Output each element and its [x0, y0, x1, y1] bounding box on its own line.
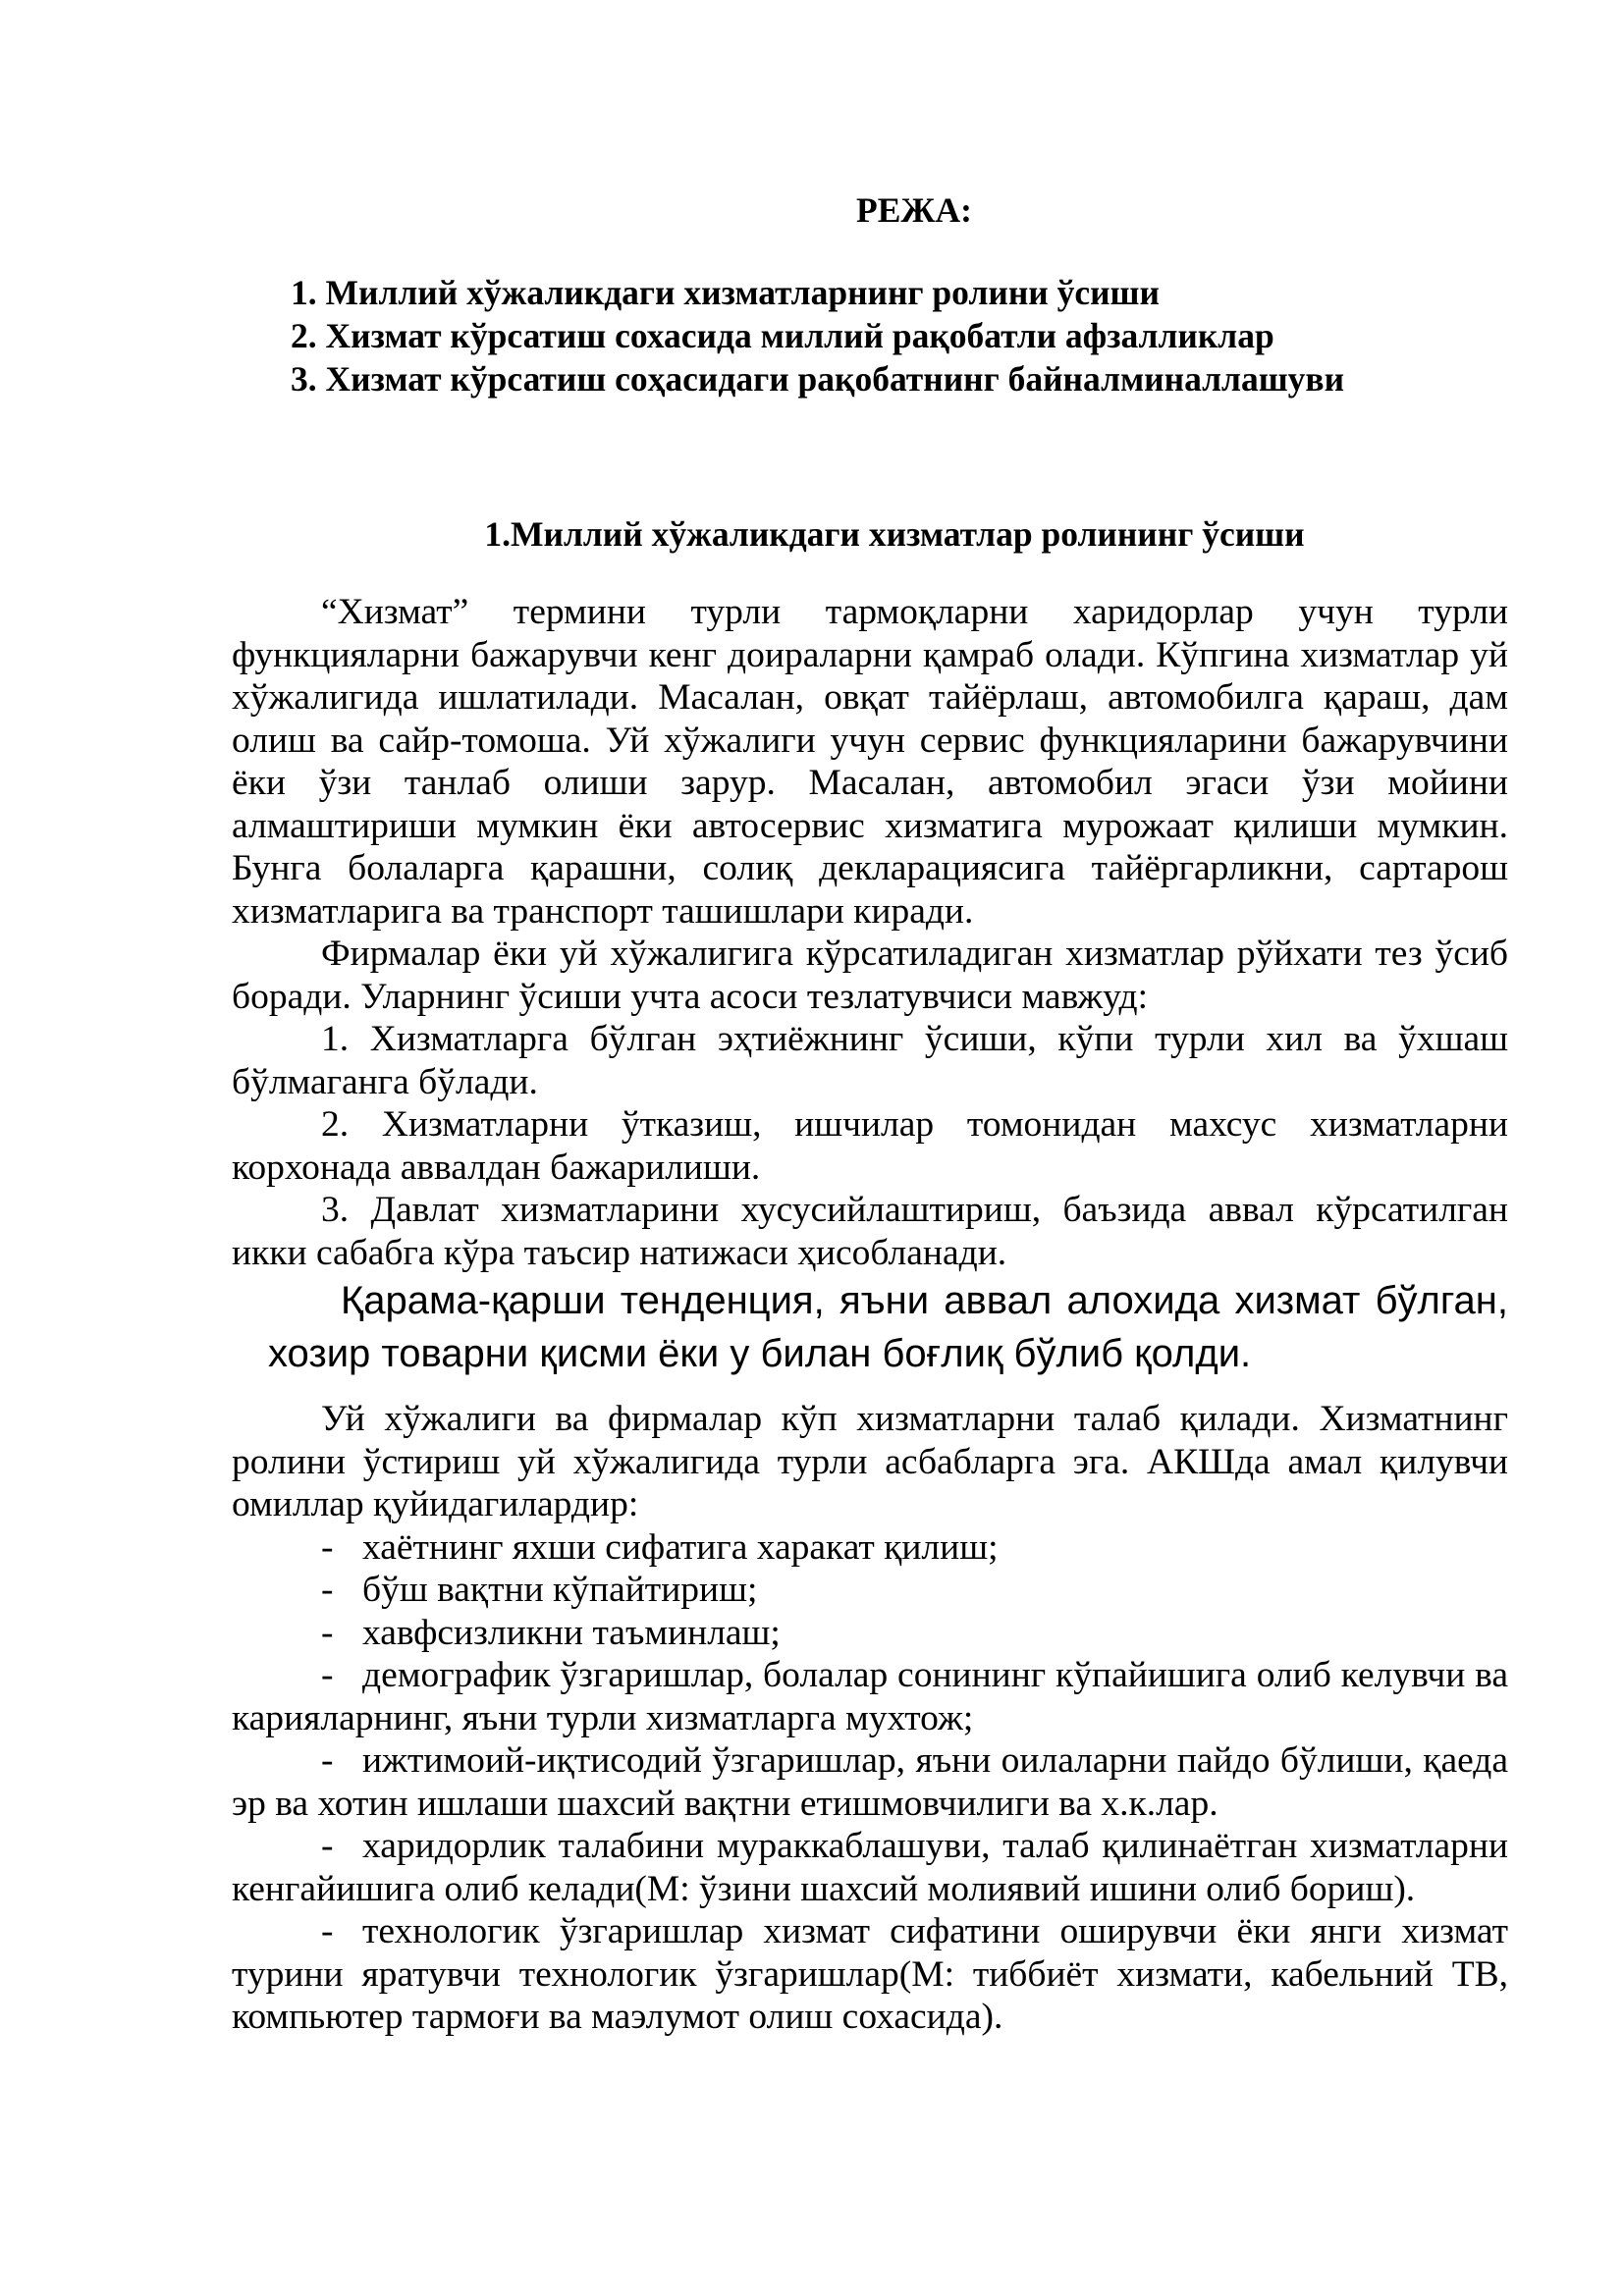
plan-item: 3. Хизмат кўрсатиш соҳасидаги рақобатнинг байналминаллашуви: [291, 359, 1345, 399]
paragraph: Фирмалар ёки уй хўжалигига кўрсатиладиган хизматлар рўйхати тез ўсиб боради. Уларнинг ўсиши учта асоси тезлатувчиси мавжуд:: [232, 934, 1508, 1017]
factor-text: хавфсизликни таъминлаш;: [362, 1612, 781, 1653]
plan-item: 1. Миллий хўжаликдаги хизматларнинг ролини ўсиши: [291, 273, 1160, 312]
paragraph: Уй хўжалиги ва фирмалар кўп хизматларни талаб қилади. Хизматнинг ролини ўстириш уй хўжалигида турли асбабларга эга. АКШда амал қилувчи омиллар қуйидагилардир:: [232, 1399, 1508, 1524]
emphasized-paragraph: Қарама-қарши тенденция, яъни аввал алохида хизмат бўлган, хозир товарни қисми ёки у билан боғлиқ бўлиб қолди.: [268, 1279, 1508, 1375]
section-heading: 1.Миллий хўжаликдаги хизматлар ролининг ўсиши: [484, 514, 1305, 554]
dash-bullet: -: [321, 1826, 334, 1866]
factor-text: ижтимоий-иқтисодий ўзгаришлар, яъни оилаларни пайдо бўлиши, қаеда эр ва хотин ишлаши шахсий вақтни етишмовчилиги ва х.к.лар.: [232, 1740, 1508, 1824]
dash-bullet: -: [321, 1655, 334, 1695]
numbered-item: 3. Давлат хизматларини хусусийлаштириш, баъзида аввал кўрсатилган икки сабабга кўра таъсир натижаси ҳисобланади.: [232, 1190, 1508, 1273]
numbered-item: 1. Хизматларга бўлган эҳтиёжнинг ўсиши, кўпи турли хил ва ўхшаш бўлмаганга бўлади.: [232, 1019, 1508, 1102]
factor-text: хаётнинг яхши сифатига харакат қилиш;: [362, 1526, 999, 1568]
plan-list: [232, 271, 1508, 400]
factor-item: [232, 1526, 1508, 1570]
factor-item: [232, 1612, 1508, 1655]
dash-bullet: -: [321, 1911, 334, 1951]
factor-item: [232, 1910, 1508, 2039]
dash-bullet: -: [321, 1526, 334, 1568]
factor-item: [232, 1739, 1508, 1825]
factor-text: бўш вақтни кўпайтириш;: [362, 1570, 758, 1610]
factor-item: [232, 1825, 1508, 1910]
dash-bullet: -: [321, 1570, 334, 1610]
dash-bullet: -: [321, 1612, 334, 1653]
factor-text: демографик ўзгаришлар, болалар сонининг кўпайишига олиб келувчи ва карияларнинг, яъни турли хизматларга мухтож;: [232, 1655, 1508, 1738]
plan-item: 2. Хизмат кўрсатиш сохасида миллий рақобатли афзалликлар: [291, 316, 1274, 355]
plan-title: РЕЖА:: [856, 190, 972, 230]
factor-list: [232, 1526, 1508, 2039]
dash-bullet: -: [321, 1740, 334, 1781]
factor-text: технологик ўзгаришлар хизмат сифатини оширувчи ёки янги хизмат турини яратувчи технологик ўзгаришлар(М: тиббиёт хизмати, кабельний ТВ, компьютер тармоғи ва маэлумот олиш сохасида).: [232, 1911, 1508, 2037]
document-content: [232, 188, 1508, 2039]
factor-item: [232, 1654, 1508, 1739]
factor-text: харидорлик талабини мураккаблашуви, талаб қилинаётган хизматларни кенгайишига олиб келади(М: ўзини шахсий молиявий ишини олиб бориш).: [232, 1826, 1508, 1909]
factor-item: [232, 1569, 1508, 1612]
numbered-item: 2. Хизматларни ўтказиш, ишчилар томонидан махсус хизматларни корхонада аввалдан бажарилиши.: [232, 1104, 1508, 1188]
paragraph: “Хизмат” термини турли тармоқларни харидорлар учун турли функцияларни бажарувчи кенг доираларни қамраб олади. Кўпгина хизматлар уй хўжалигида ишлатилади. Масалан, овқат тайёрлаш, автомобилга қараш, дам олиш ва сайр-томоша. Уй хўжалиги учун сервис функцияларини бажарувчини ёки ўзи танлаб олиши зарур. Масалан, автомобил эгаси ўзи мойини алмаштириши мумкин ёки автосервис хизматига мурожаат қилиши мумкин. Бунга болаларга қарашни, солиқ декларациясига тайёргарликни, сартарош хизматларига ва транспорт ташишлари киради.: [232, 592, 1508, 932]
